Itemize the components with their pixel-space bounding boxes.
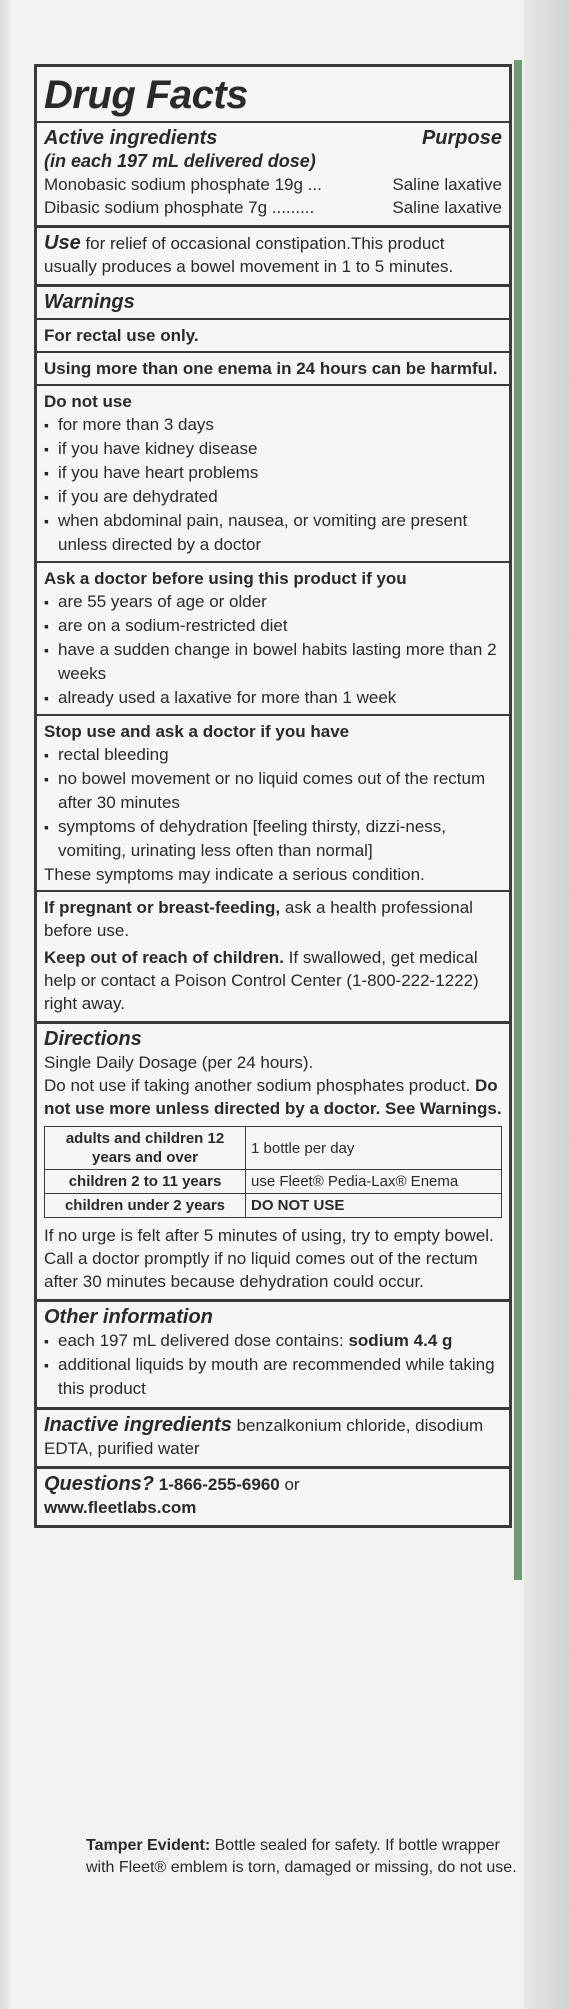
- title-rule: [37, 121, 509, 123]
- directions-warning: [44, 1074, 502, 1120]
- pregnancy-text: ask a health professional before use.: [44, 898, 473, 940]
- children-bold: Keep out of reach of children.: [44, 948, 284, 967]
- green-stripe: [514, 60, 522, 1580]
- inactive-header: Inactive ingredients: [44, 1414, 232, 1436]
- active-subheader: (in each 197 mL delivered dose): [44, 151, 316, 171]
- ingredient-purpose: Saline laxative: [392, 175, 502, 194]
- dose-cell: use Fleet® Pedia-Lax® Enema: [246, 1170, 502, 1194]
- ingredient-name: Monobasic sodium phosphate 19g ...: [44, 175, 322, 194]
- list-item: ▪ if you have kidney disease: [44, 437, 502, 461]
- inactive-block: [44, 1414, 502, 1460]
- sodium-amount: sodium 4.4 g: [348, 1331, 453, 1350]
- list-item: ▪ have a sudden change in bowel habits lasting more than 2 weeks: [44, 638, 502, 686]
- stop-use-list: [44, 743, 502, 863]
- dosage-line: Single Daily Dosage (per 24 hours).: [44, 1053, 314, 1072]
- box-edge-left: [0, 0, 12, 2009]
- purpose-header: Purpose: [421, 127, 502, 149]
- drug-facts-panel: [34, 64, 512, 1528]
- directions-after-text: If no urge is felt after 5 minutes of using, try to empty bowel. Call a doctor promptly if no liquid comes out of the rectum after 30 minutes because dehydration could occur.: [44, 1226, 494, 1291]
- warnings-header: Warnings: [44, 291, 135, 313]
- children-text: If swallowed, get medical help or contact a Poison Control Center (1-800-222-1222) right away.: [44, 948, 479, 1013]
- pregnancy-bold: If pregnant or breast-feeding,: [44, 898, 281, 917]
- serious-condition-note: These symptoms may indicate a serious condition.: [44, 865, 425, 884]
- list-item: ▪ already used a laxative for more than 1 week: [44, 686, 502, 710]
- stop-use-header: Stop use and ask a doctor if you have: [44, 722, 350, 741]
- use-header: Use: [44, 232, 81, 254]
- ingredient-purpose: Saline laxative: [392, 198, 502, 217]
- use-text-block: [44, 232, 502, 278]
- warnings-section: [37, 284, 509, 1021]
- ask-doctor-header: Ask a doctor before using this product if you: [44, 569, 407, 588]
- age-cell: adults and children 12 years and over: [45, 1127, 246, 1170]
- tamper-bold: Tamper Evident:: [86, 1837, 211, 1854]
- list-item: ▪ rectal bleeding: [44, 743, 502, 767]
- table-row: [45, 1127, 502, 1170]
- pregnancy-warning: [44, 896, 502, 942]
- list-item: ▪ if you have heart problems: [44, 461, 502, 485]
- active-header-row: [44, 127, 502, 150]
- other-info-list: [44, 1329, 502, 1401]
- list-item: ▪ additional liquids by mouth are recommended while taking this product: [44, 1353, 502, 1401]
- inactive-section: [37, 1407, 509, 1466]
- dose-cell: 1 bottle per day: [246, 1127, 502, 1170]
- other-info-section: [37, 1299, 509, 1407]
- pregnancy-children-block: [37, 890, 509, 1015]
- questions-header: Questions?: [44, 1473, 155, 1495]
- questions-block: [44, 1473, 502, 1519]
- rectal-use-only: For rectal use only.: [37, 318, 509, 347]
- inactive-text: benzalkonium chloride, disodium EDTA, purified water: [44, 1416, 484, 1458]
- use-section: [37, 225, 509, 284]
- directions-text: Do not use if taking another sodium phosphates product.: [44, 1076, 471, 1095]
- do-not-use-block: [37, 384, 509, 557]
- children-warning: [44, 946, 502, 1015]
- do-not-use-header: Do not use: [44, 392, 132, 411]
- directions-header: Directions: [44, 1028, 142, 1050]
- use-text: for relief of occasional constipation.This product usually produces a bowel movement in 1 to 5 minutes.: [44, 234, 454, 276]
- directions-bold: Do not use more unless directed by a doctor. See Warnings.: [44, 1076, 502, 1118]
- sodium-text: each 197 mL delivered dose contains:: [58, 1331, 344, 1350]
- age-cell: children 2 to 11 years: [45, 1170, 246, 1194]
- age-cell: children under 2 years: [45, 1194, 246, 1218]
- list-item: ▪ when abdominal pain, nausea, or vomiting are present unless directed by a doctor: [44, 509, 502, 557]
- list-item: ▪ if you are dehydrated: [44, 485, 502, 509]
- active-ingredients-header: Active ingredients: [44, 127, 218, 149]
- questions-or: or: [284, 1475, 300, 1494]
- list-item: [44, 1329, 502, 1353]
- questions-section: [37, 1466, 509, 1525]
- title-section: [37, 67, 509, 225]
- box-edge-right: [524, 0, 569, 2009]
- ingredient-name: Dibasic sodium phosphate 7g .........: [44, 198, 315, 217]
- table-row: [45, 1170, 502, 1194]
- list-item: ▪ are on a sodium-restricted diet: [44, 614, 502, 638]
- table-row: [45, 1194, 502, 1218]
- tamper-text: Bottle sealed for safety. If bottle wrapper with Fleet® emblem is torn, damaged or missing, do not use.: [86, 1837, 517, 1876]
- dose-cell: DO NOT USE: [246, 1194, 502, 1218]
- enema-harmful-warning: Using more than one enema in 24 hours can be harmful.: [37, 351, 509, 380]
- ask-doctor-list: [44, 590, 502, 710]
- phone-number: 1-866-255-6960: [158, 1475, 280, 1494]
- drug-facts-title: Drug Facts: [44, 73, 248, 117]
- tamper-evident-note: [86, 1835, 526, 1879]
- ask-doctor-block: [37, 561, 509, 710]
- ingredient-row: [44, 196, 502, 219]
- list-item: ▪ no bowel movement or no liquid comes out of the rectum after 30 minutes: [44, 767, 502, 815]
- dosage-table: [44, 1126, 502, 1218]
- ingredient-row: [44, 173, 502, 196]
- website-link: www.fleetlabs.com: [44, 1498, 197, 1517]
- directions-section: [37, 1021, 509, 1299]
- list-item: ▪ are 55 years of age or older: [44, 590, 502, 614]
- do-not-use-list: [44, 413, 502, 557]
- other-info-header: Other information: [44, 1306, 213, 1328]
- list-item: ▪ symptoms of dehydration [feeling thirsty, dizzi-ness, vomiting, urinating less often than normal]: [44, 815, 502, 863]
- stop-use-block: [37, 714, 509, 886]
- list-item: ▪ for more than 3 days: [44, 413, 502, 437]
